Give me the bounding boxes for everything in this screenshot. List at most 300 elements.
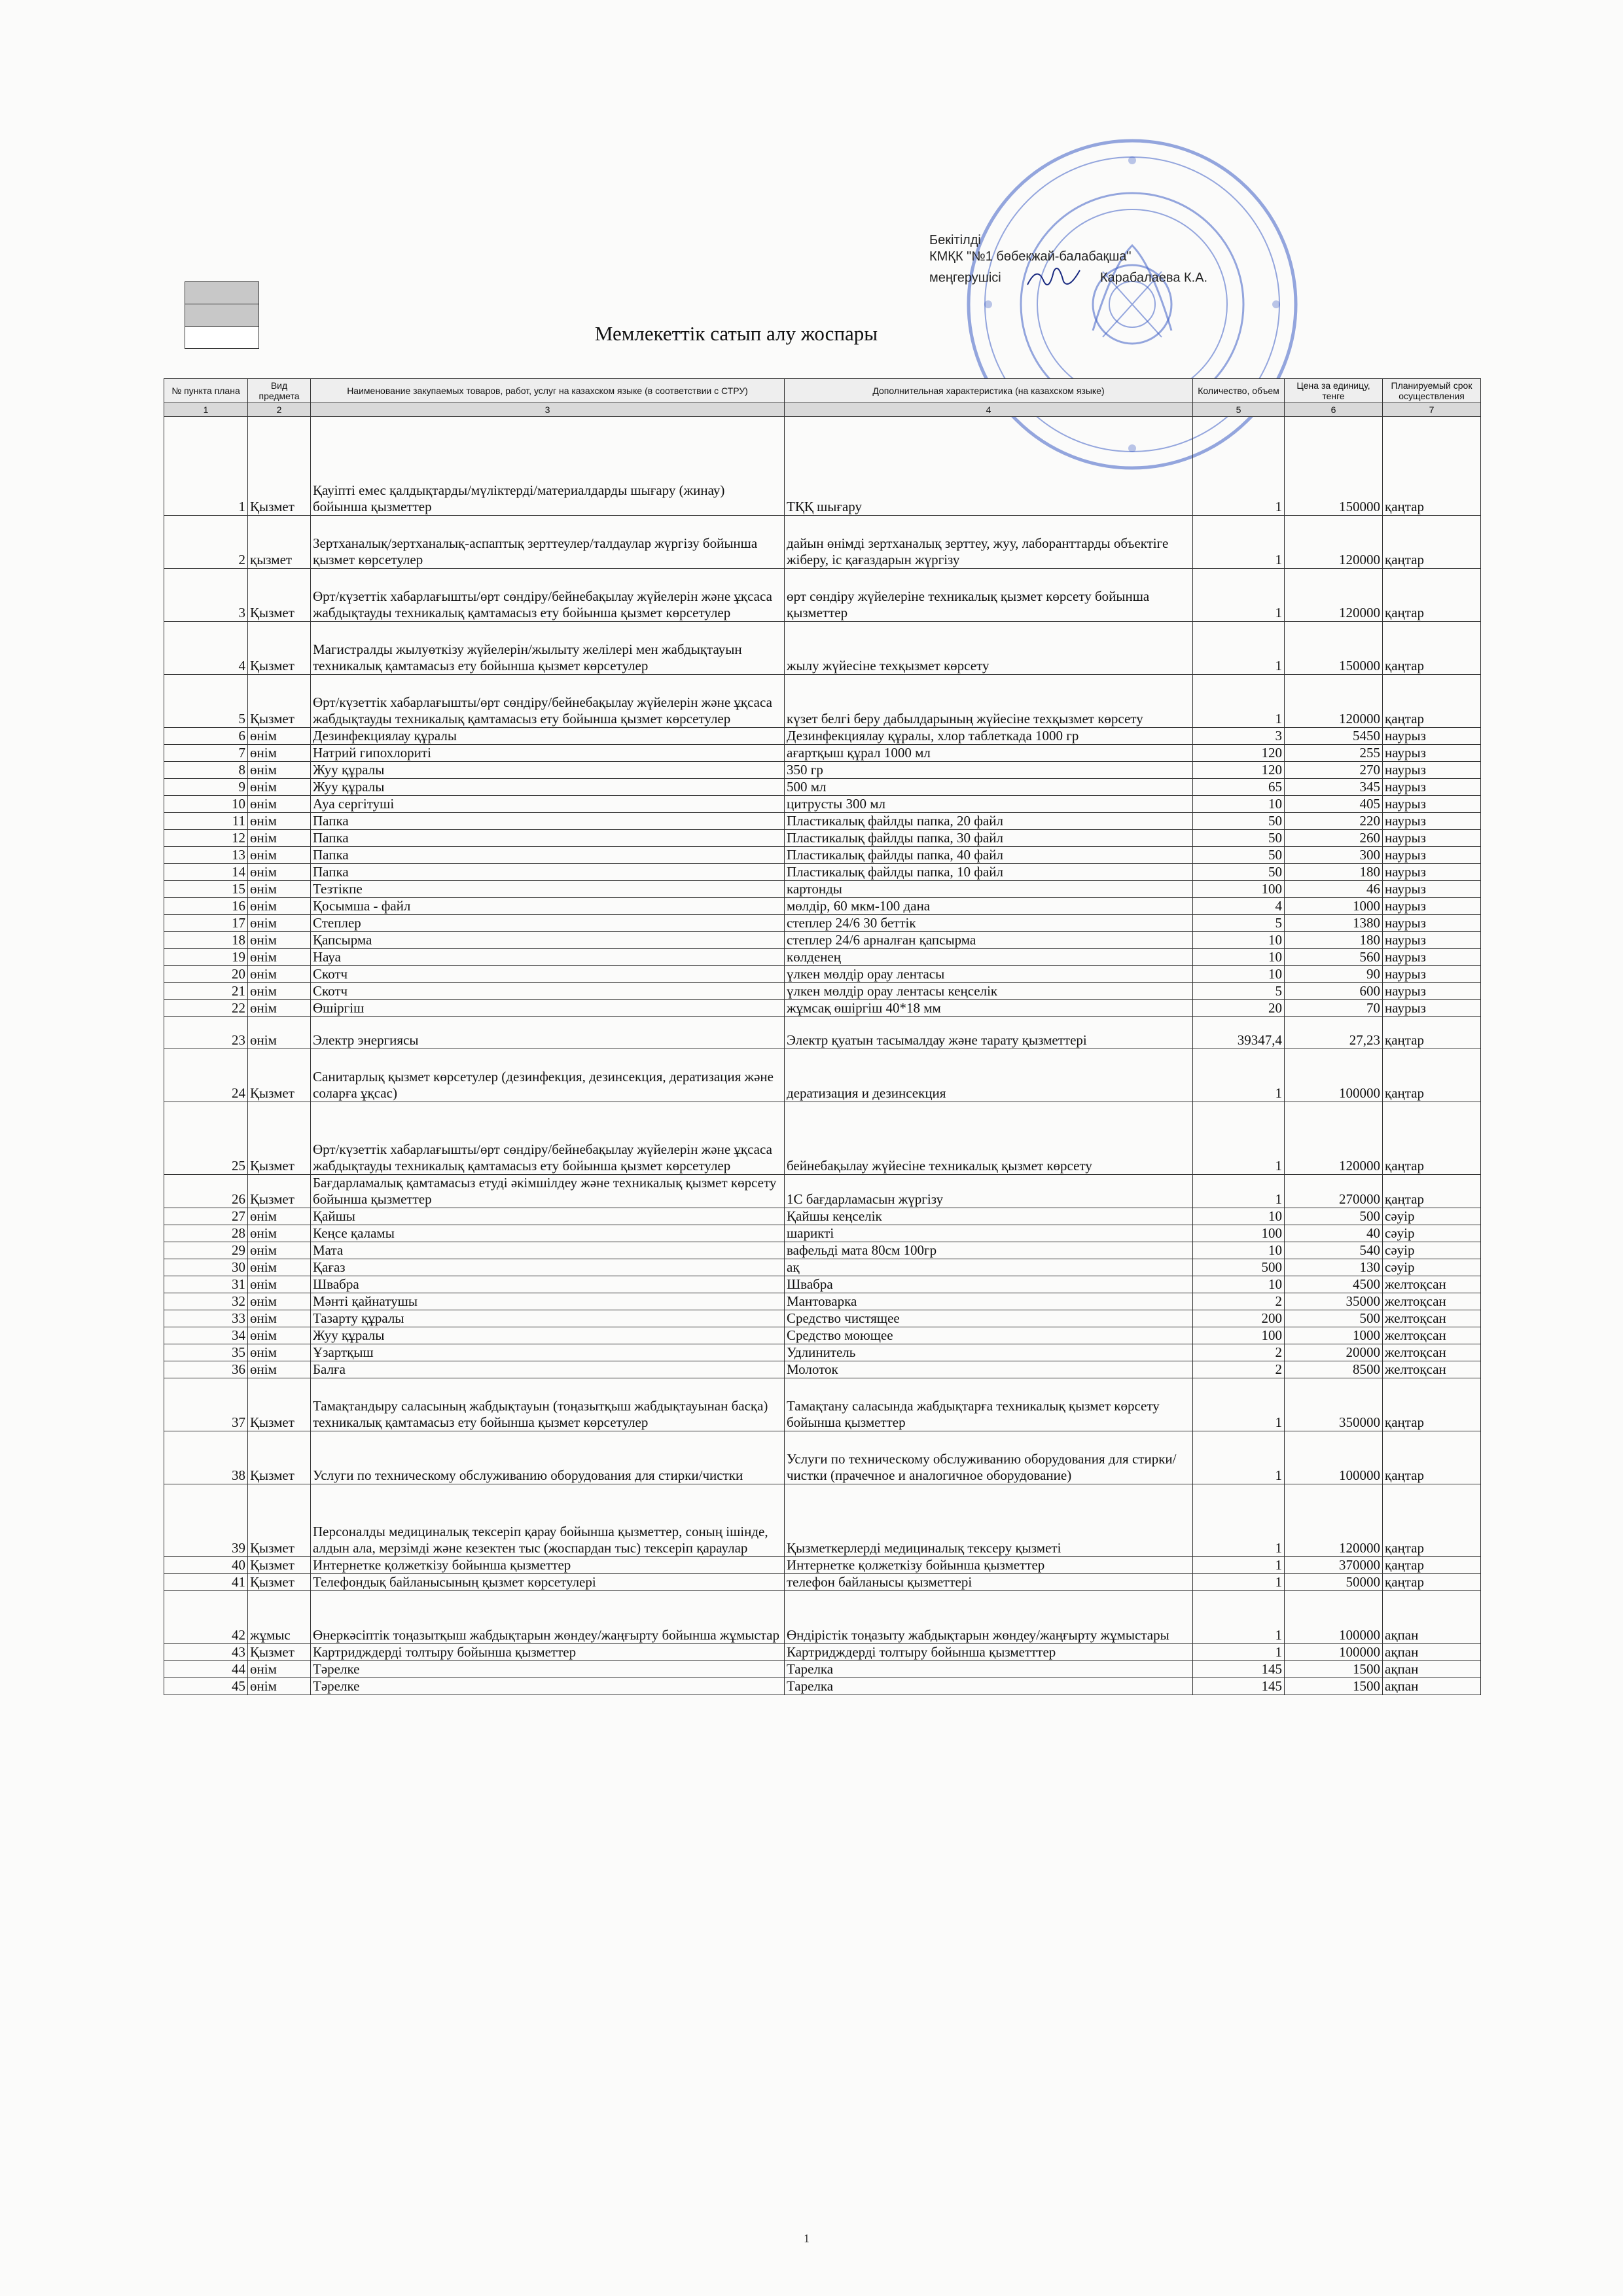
description-cell: телефон байланысы қызметтері bbox=[785, 1574, 1193, 1591]
price-cell: 90 bbox=[1285, 966, 1383, 983]
term-cell: қаңтар bbox=[1383, 417, 1481, 516]
description-cell: Средство чистящее bbox=[785, 1310, 1193, 1327]
quantity-cell: 10 bbox=[1193, 1276, 1285, 1293]
price-cell: 46 bbox=[1285, 881, 1383, 898]
term-cell: желтоқсан bbox=[1383, 1293, 1481, 1310]
table-row bbox=[164, 1678, 1481, 1695]
price-cell: 100000 bbox=[1285, 1049, 1383, 1102]
plan-number-cell: 23 bbox=[164, 1017, 248, 1049]
term-cell: ақпан bbox=[1383, 1591, 1481, 1644]
type-cell: өнім bbox=[248, 779, 311, 796]
name-cell: Өшіргіш bbox=[311, 1000, 785, 1017]
table-row bbox=[164, 762, 1481, 779]
description-cell: вафельді мата 80см 100гр bbox=[785, 1242, 1193, 1259]
description-cell: Интернетке қолжеткізу бойынша қызметтер bbox=[785, 1557, 1193, 1574]
col-header-name: Наименование закупаемых товаров, работ, услуг на казахском языке (в соответствии с СТРУ) bbox=[311, 379, 785, 403]
type-cell: қызмет bbox=[248, 516, 311, 569]
price-cell: 220 bbox=[1285, 813, 1383, 830]
term-cell: наурыз bbox=[1383, 847, 1481, 864]
name-cell: Тәрелке bbox=[311, 1678, 785, 1695]
table-row bbox=[164, 796, 1481, 813]
type-cell: өнім bbox=[248, 915, 311, 932]
name-cell: Тезтікпе bbox=[311, 881, 785, 898]
type-cell: Қызмет bbox=[248, 1102, 311, 1175]
price-cell: 1500 bbox=[1285, 1678, 1383, 1695]
plan-number-cell: 39 bbox=[164, 1484, 248, 1557]
quantity-cell: 200 bbox=[1193, 1310, 1285, 1327]
quantity-cell: 120 bbox=[1193, 762, 1285, 779]
price-cell: 540 bbox=[1285, 1242, 1383, 1259]
description-cell: жылу жүйесіне техқызмет көрсету bbox=[785, 622, 1193, 675]
description-cell: Қайшы кеңселік bbox=[785, 1208, 1193, 1225]
table-row bbox=[164, 1259, 1481, 1276]
description-cell: 500 мл bbox=[785, 779, 1193, 796]
type-cell: өнім bbox=[248, 898, 311, 915]
table-row bbox=[164, 966, 1481, 983]
price-cell: 180 bbox=[1285, 864, 1383, 881]
term-cell: қаңтар bbox=[1383, 1484, 1481, 1557]
approval-signatory bbox=[929, 265, 1270, 291]
name-cell: Телефондық байланысының қызмет көрсетулері bbox=[311, 1574, 785, 1591]
type-cell: өнім bbox=[248, 830, 311, 847]
description-cell: күзет белгі беру дабылдарының жүйесіне техқызмет көрсету bbox=[785, 675, 1193, 728]
type-cell: өнім bbox=[248, 1678, 311, 1695]
description-cell: Электр қуатын тасымалдау және тарату қызметтері bbox=[785, 1017, 1193, 1049]
type-cell: өнім bbox=[248, 881, 311, 898]
type-cell: Қызмет bbox=[248, 622, 311, 675]
quantity-cell: 1 bbox=[1193, 1644, 1285, 1661]
quantity-cell: 2 bbox=[1193, 1293, 1285, 1310]
type-cell: өнім bbox=[248, 1259, 311, 1276]
type-cell: өнім bbox=[248, 1661, 311, 1678]
name-cell: Папка bbox=[311, 813, 785, 830]
name-cell: Ұзартқыш bbox=[311, 1344, 785, 1361]
price-cell: 150000 bbox=[1285, 622, 1383, 675]
price-cell: 350000 bbox=[1285, 1378, 1383, 1431]
name-cell: Қайшы bbox=[311, 1208, 785, 1225]
plan-number-cell: 8 bbox=[164, 762, 248, 779]
table-row bbox=[164, 932, 1481, 949]
plan-number-cell: 32 bbox=[164, 1293, 248, 1310]
quantity-cell: 10 bbox=[1193, 1208, 1285, 1225]
type-cell: өнім bbox=[248, 1242, 311, 1259]
type-cell: өнім bbox=[248, 762, 311, 779]
price-cell: 20000 bbox=[1285, 1344, 1383, 1361]
table-row bbox=[164, 898, 1481, 915]
plan-number-cell: 26 bbox=[164, 1175, 248, 1208]
plan-number-cell: 24 bbox=[164, 1049, 248, 1102]
price-cell: 120000 bbox=[1285, 1484, 1383, 1557]
table-row bbox=[164, 1484, 1481, 1557]
table-row bbox=[164, 830, 1481, 847]
type-cell: өнім bbox=[248, 1327, 311, 1344]
price-cell: 100000 bbox=[1285, 1644, 1383, 1661]
quantity-cell: 100 bbox=[1193, 1225, 1285, 1242]
table-row bbox=[164, 779, 1481, 796]
table-row bbox=[164, 1661, 1481, 1678]
table-row bbox=[164, 1102, 1481, 1175]
quantity-cell: 145 bbox=[1193, 1678, 1285, 1695]
plan-number-cell: 31 bbox=[164, 1276, 248, 1293]
name-cell: Мәнті қайнатушы bbox=[311, 1293, 785, 1310]
name-cell: Өрт/күзеттік хабарлағышты/өрт сөндіру/бейнебақылау жүйелерін және ұқсаса жабдықтауды техникалық қамтамасыз ету бойынша қызмет көрсетулер bbox=[311, 569, 785, 622]
name-cell: Швабра bbox=[311, 1276, 785, 1293]
quantity-cell: 10 bbox=[1193, 932, 1285, 949]
description-cell: степлер 24/6 30 беттік bbox=[785, 915, 1193, 932]
price-cell: 1500 bbox=[1285, 1661, 1383, 1678]
description-cell: өрт сөндіру жүйелеріне техникалық қызмет көрсету бойынша қызметтер bbox=[785, 569, 1193, 622]
name-cell: Дезинфекциялау құралы bbox=[311, 728, 785, 745]
plan-number-cell: 37 bbox=[164, 1378, 248, 1431]
description-cell: Тарелка bbox=[785, 1661, 1193, 1678]
plan-number-cell: 3 bbox=[164, 569, 248, 622]
quantity-cell: 50 bbox=[1193, 864, 1285, 881]
plan-number-cell: 42 bbox=[164, 1591, 248, 1644]
table-row bbox=[164, 1644, 1481, 1661]
description-cell: Дезинфекциялау құралы, хлор таблеткада 1000 гр bbox=[785, 728, 1193, 745]
table-row bbox=[164, 847, 1481, 864]
name-cell: Өрт/күзеттік хабарлағышты/өрт сөндіру/бейнебақылау жүйелерін және ұқсаса жабдықтауды техникалық қамтамасыз ету бойынша қызмет көрсетулер bbox=[311, 675, 785, 728]
description-cell: Пластикалық файлды папка, 40 файл bbox=[785, 847, 1193, 864]
price-cell: 500 bbox=[1285, 1310, 1383, 1327]
description-cell: Пластикалық файлды папка, 20 файл bbox=[785, 813, 1193, 830]
name-cell: Электр энергиясы bbox=[311, 1017, 785, 1049]
term-cell: қаңтар bbox=[1383, 1175, 1481, 1208]
term-cell: қаңтар bbox=[1383, 1431, 1481, 1484]
col-header-quantity: Количество, объем bbox=[1193, 379, 1285, 403]
type-cell: өнім bbox=[248, 1208, 311, 1225]
plan-number-cell: 21 bbox=[164, 983, 248, 1000]
plan-number-cell: 5 bbox=[164, 675, 248, 728]
plan-number-cell: 38 bbox=[164, 1431, 248, 1484]
plan-number-cell: 2 bbox=[164, 516, 248, 569]
term-cell: ақпан bbox=[1383, 1661, 1481, 1678]
table-row bbox=[164, 983, 1481, 1000]
name-cell: Балға bbox=[311, 1361, 785, 1378]
description-cell: Удлинитель bbox=[785, 1344, 1193, 1361]
type-cell: Қызмет bbox=[248, 675, 311, 728]
quantity-cell: 1 bbox=[1193, 1175, 1285, 1208]
column-number: 4 bbox=[785, 403, 1193, 417]
name-cell: Қауіпті емес қалдықтарды/мүліктерді/материалдарды шығару (жинау) бойынша қызметтер bbox=[311, 417, 785, 516]
signature-icon bbox=[1024, 265, 1083, 291]
term-cell: ақпан bbox=[1383, 1678, 1481, 1695]
table-row bbox=[164, 1310, 1481, 1327]
name-cell: Магистралды жылуөткізу жүйелерін/жылыту желілері мен жабдықтауын техникалық қамтамасыз ету бойынша қызмет көрсетулер bbox=[311, 622, 785, 675]
name-cell: Папка bbox=[311, 864, 785, 881]
type-cell: өнім bbox=[248, 864, 311, 881]
description-cell: шарикті bbox=[785, 1225, 1193, 1242]
term-cell: желтоқсан bbox=[1383, 1361, 1481, 1378]
quantity-cell: 50 bbox=[1193, 847, 1285, 864]
type-cell: Қызмет bbox=[248, 417, 311, 516]
description-cell: 1С бағдарламасын жүргізу bbox=[785, 1175, 1193, 1208]
plan-number-cell: 29 bbox=[164, 1242, 248, 1259]
term-cell: наурыз bbox=[1383, 898, 1481, 915]
plan-number-cell: 35 bbox=[164, 1344, 248, 1361]
term-cell: наурыз bbox=[1383, 966, 1481, 983]
plan-number-cell: 33 bbox=[164, 1310, 248, 1327]
quantity-cell: 1 bbox=[1193, 1557, 1285, 1574]
procurement-plan-table bbox=[164, 378, 1481, 1695]
term-cell: наурыз bbox=[1383, 1000, 1481, 1017]
term-cell: қаңтар bbox=[1383, 1378, 1481, 1431]
column-number-row bbox=[164, 403, 1481, 417]
term-cell: наурыз bbox=[1383, 983, 1481, 1000]
term-cell: наурыз bbox=[1383, 762, 1481, 779]
type-cell: Қызмет bbox=[248, 1484, 311, 1557]
column-number: 7 bbox=[1383, 403, 1481, 417]
name-cell: Скотч bbox=[311, 966, 785, 983]
plan-number-cell: 28 bbox=[164, 1225, 248, 1242]
price-cell: 27,23 bbox=[1285, 1017, 1383, 1049]
table-row bbox=[164, 915, 1481, 932]
name-cell: Персоналды медициналық тексеріп қарау бойынша қызметтер, соның ішінде, алдын ала, мерзімді және кезектен тыс (жоспардан тыс) тексеріп қараулар bbox=[311, 1484, 785, 1557]
price-cell: 1000 bbox=[1285, 1327, 1383, 1344]
price-cell: 260 bbox=[1285, 830, 1383, 847]
plan-number-cell: 4 bbox=[164, 622, 248, 675]
table-row bbox=[164, 949, 1481, 966]
column-number: 2 bbox=[248, 403, 311, 417]
table-row bbox=[164, 728, 1481, 745]
name-cell: Науа bbox=[311, 949, 785, 966]
name-cell: Жуу құралы bbox=[311, 1327, 785, 1344]
quantity-cell: 20 bbox=[1193, 1000, 1285, 1017]
table-row bbox=[164, 622, 1481, 675]
plan-number-cell: 15 bbox=[164, 881, 248, 898]
name-cell: Мата bbox=[311, 1242, 785, 1259]
price-cell: 120000 bbox=[1285, 1102, 1383, 1175]
name-cell: Степлер bbox=[311, 915, 785, 932]
type-cell: өнім bbox=[248, 745, 311, 762]
price-cell: 35000 bbox=[1285, 1293, 1383, 1310]
col-header-plan-number: № пункта плана bbox=[164, 379, 248, 403]
type-cell: өнім bbox=[248, 796, 311, 813]
price-cell: 100000 bbox=[1285, 1431, 1383, 1484]
price-cell: 255 bbox=[1285, 745, 1383, 762]
term-cell: наурыз bbox=[1383, 745, 1481, 762]
type-cell: өнім bbox=[248, 1293, 311, 1310]
name-cell: Папка bbox=[311, 847, 785, 864]
description-cell: Тарелка bbox=[785, 1678, 1193, 1695]
quantity-cell: 145 bbox=[1193, 1661, 1285, 1678]
table-row bbox=[164, 1049, 1481, 1102]
quantity-cell: 10 bbox=[1193, 1242, 1285, 1259]
plan-number-cell: 45 bbox=[164, 1678, 248, 1695]
table-row bbox=[164, 516, 1481, 569]
quantity-cell: 1 bbox=[1193, 516, 1285, 569]
term-cell: қаңтар bbox=[1383, 1049, 1481, 1102]
type-cell: Қызмет bbox=[248, 1175, 311, 1208]
term-cell: желтоқсан bbox=[1383, 1344, 1481, 1361]
table-row bbox=[164, 745, 1481, 762]
plan-number-cell: 13 bbox=[164, 847, 248, 864]
column-number: 6 bbox=[1285, 403, 1383, 417]
quantity-cell: 1 bbox=[1193, 1574, 1285, 1591]
description-cell: Мантоварка bbox=[785, 1293, 1193, 1310]
name-cell: Зертханалық/зертханалық-аспаптық зерттеулер/талдаулар жүргізу бойынша қызмет көрсетулер bbox=[311, 516, 785, 569]
description-cell: ағартқыш құрал 1000 мл bbox=[785, 745, 1193, 762]
approval-block bbox=[929, 232, 1270, 291]
col-header-type: Вид предмета bbox=[248, 379, 311, 403]
plan-number-cell: 30 bbox=[164, 1259, 248, 1276]
quantity-cell: 5 bbox=[1193, 983, 1285, 1000]
price-cell: 300 bbox=[1285, 847, 1383, 864]
corner-box-cell bbox=[185, 282, 259, 304]
quantity-cell: 1 bbox=[1193, 1378, 1285, 1431]
term-cell: сәуір bbox=[1383, 1225, 1481, 1242]
description-cell: Средство моющее bbox=[785, 1327, 1193, 1344]
quantity-cell: 1 bbox=[1193, 622, 1285, 675]
table-row bbox=[164, 1431, 1481, 1484]
price-cell: 100000 bbox=[1285, 1591, 1383, 1644]
description-cell: Тамақтану саласында жабдықтарға техникалық қызмет көрсету бойынша қызметтер bbox=[785, 1378, 1193, 1431]
description-cell: картонды bbox=[785, 881, 1193, 898]
quantity-cell: 4 bbox=[1193, 898, 1285, 915]
name-cell: Қосымша - файл bbox=[311, 898, 785, 915]
table-row bbox=[164, 1175, 1481, 1208]
description-cell: Өндірістік тоңазыту жабдықтарын жөндеу/жаңғырту жұмыстары bbox=[785, 1591, 1193, 1644]
name-cell: Интернетке қолжеткізу бойынша қызметтер bbox=[311, 1557, 785, 1574]
type-cell: өнім bbox=[248, 728, 311, 745]
plan-number-cell: 17 bbox=[164, 915, 248, 932]
quantity-cell: 10 bbox=[1193, 966, 1285, 983]
table-row bbox=[164, 813, 1481, 830]
term-cell: қаңтар bbox=[1383, 1102, 1481, 1175]
table-row bbox=[164, 1327, 1481, 1344]
description-cell: дератизация и дезинсекция bbox=[785, 1049, 1193, 1102]
table-row bbox=[164, 1000, 1481, 1017]
quantity-cell: 10 bbox=[1193, 949, 1285, 966]
term-cell: наурыз bbox=[1383, 881, 1481, 898]
term-cell: наурыз bbox=[1383, 830, 1481, 847]
price-cell: 600 bbox=[1285, 983, 1383, 1000]
type-cell: өнім bbox=[248, 983, 311, 1000]
description-cell: Услуги по техническому обслуживанию оборудования для стирки/чистки (прачечное и аналогичное оборудование) bbox=[785, 1431, 1193, 1484]
quantity-cell: 100 bbox=[1193, 1327, 1285, 1344]
type-cell: Қызмет bbox=[248, 569, 311, 622]
price-cell: 1000 bbox=[1285, 898, 1383, 915]
quantity-cell: 39347,4 bbox=[1193, 1017, 1285, 1049]
approval-position: меңгерушісі bbox=[929, 270, 1001, 285]
quantity-cell: 1 bbox=[1193, 675, 1285, 728]
plan-number-cell: 41 bbox=[164, 1574, 248, 1591]
plan-number-cell: 10 bbox=[164, 796, 248, 813]
table-row bbox=[164, 1225, 1481, 1242]
header-row bbox=[164, 379, 1481, 403]
price-cell: 150000 bbox=[1285, 417, 1383, 516]
price-cell: 345 bbox=[1285, 779, 1383, 796]
col-header-price: Цена за единицу, тенге bbox=[1285, 379, 1383, 403]
price-cell: 120000 bbox=[1285, 675, 1383, 728]
name-cell: Бағдарламалық қамтамасыз етуді әкімшілдеу және техникалық қызмет көрсету бойынша қызметтер bbox=[311, 1175, 785, 1208]
type-cell: өнім bbox=[248, 1310, 311, 1327]
description-cell: үлкен мөлдір орау лентасы bbox=[785, 966, 1193, 983]
term-cell: қаңтар bbox=[1383, 622, 1481, 675]
plan-number-cell: 22 bbox=[164, 1000, 248, 1017]
type-cell: Қызмет bbox=[248, 1049, 311, 1102]
quantity-cell: 1 bbox=[1193, 417, 1285, 516]
plan-number-cell: 9 bbox=[164, 779, 248, 796]
table-row bbox=[164, 1242, 1481, 1259]
quantity-cell: 10 bbox=[1193, 796, 1285, 813]
page-number: 1 bbox=[804, 2232, 810, 2245]
price-cell: 270000 bbox=[1285, 1175, 1383, 1208]
term-cell: наурыз bbox=[1383, 864, 1481, 881]
table-row bbox=[164, 1344, 1481, 1361]
price-cell: 4500 bbox=[1285, 1276, 1383, 1293]
quantity-cell: 100 bbox=[1193, 881, 1285, 898]
plan-number-cell: 6 bbox=[164, 728, 248, 745]
name-cell: Услуги по техническому обслуживанию оборудования для стирки/чистки bbox=[311, 1431, 785, 1484]
term-cell: ақпан bbox=[1383, 1644, 1481, 1661]
type-cell: өнім bbox=[248, 1225, 311, 1242]
description-cell: жұмсақ өшіргіш 40*18 мм bbox=[785, 1000, 1193, 1017]
term-cell: наурыз bbox=[1383, 728, 1481, 745]
term-cell: наурыз bbox=[1383, 915, 1481, 932]
type-cell: өнім bbox=[248, 949, 311, 966]
quantity-cell: 65 bbox=[1193, 779, 1285, 796]
term-cell: қаңтар bbox=[1383, 1574, 1481, 1591]
plan-number-cell: 20 bbox=[164, 966, 248, 983]
name-cell: Тәрелке bbox=[311, 1661, 785, 1678]
price-cell: 120000 bbox=[1285, 516, 1383, 569]
plan-number-cell: 18 bbox=[164, 932, 248, 949]
description-cell: ТҚҚ шығару bbox=[785, 417, 1193, 516]
name-cell: Санитарлық қызмет көрсетулер (дезинфекция, дезинсекция, дератизация және соларға ұқсас) bbox=[311, 1049, 785, 1102]
name-cell: Жуу құралы bbox=[311, 779, 785, 796]
price-cell: 370000 bbox=[1285, 1557, 1383, 1574]
type-cell: өнім bbox=[248, 1361, 311, 1378]
table-row bbox=[164, 864, 1481, 881]
plan-number-cell: 12 bbox=[164, 830, 248, 847]
name-cell: Өнеркәсіптік тоңазытқыш жабдықтарын жөндеу/жаңғырту бойынша жұмыстар bbox=[311, 1591, 785, 1644]
name-cell: Тамақтандыру саласының жабдықтауын (тоңазытқыш жабдықтауынан басқа) техникалық қамтамасыз ету бойынша қызмет көрсетулер bbox=[311, 1378, 785, 1431]
column-number: 3 bbox=[311, 403, 785, 417]
column-number: 1 bbox=[164, 403, 248, 417]
term-cell: сәуір bbox=[1383, 1208, 1481, 1225]
term-cell: қаңтар bbox=[1383, 569, 1481, 622]
term-cell: сәуір bbox=[1383, 1259, 1481, 1276]
name-cell: Өрт/күзеттік хабарлағышты/өрт сөндіру/бейнебақылау жүйелерін және ұқсаса жабдықтауды техникалық қамтамасыз ету бойынша қызмет көрсетулер bbox=[311, 1102, 785, 1175]
price-cell: 70 bbox=[1285, 1000, 1383, 1017]
description-cell: Қызметкерлерді медициналық тексеру қызметі bbox=[785, 1484, 1193, 1557]
name-cell: Жуу құралы bbox=[311, 762, 785, 779]
price-cell: 270 bbox=[1285, 762, 1383, 779]
plan-number-cell: 43 bbox=[164, 1644, 248, 1661]
name-cell: Натрий гипохлориті bbox=[311, 745, 785, 762]
type-cell: өнім bbox=[248, 1276, 311, 1293]
plan-number-cell: 1 bbox=[164, 417, 248, 516]
plan-number-cell: 14 bbox=[164, 864, 248, 881]
table-row bbox=[164, 1208, 1481, 1225]
type-cell: өнім bbox=[248, 1017, 311, 1049]
plan-number-cell: 34 bbox=[164, 1327, 248, 1344]
description-cell: ақ bbox=[785, 1259, 1193, 1276]
plan-number-cell: 27 bbox=[164, 1208, 248, 1225]
price-cell: 8500 bbox=[1285, 1361, 1383, 1378]
plan-number-cell: 44 bbox=[164, 1661, 248, 1678]
plan-number-cell: 16 bbox=[164, 898, 248, 915]
table-row bbox=[164, 569, 1481, 622]
quantity-cell: 1 bbox=[1193, 569, 1285, 622]
description-cell: Швабра bbox=[785, 1276, 1193, 1293]
quantity-cell: 3 bbox=[1193, 728, 1285, 745]
description-cell: Пластикалық файлды папка, 30 файл bbox=[785, 830, 1193, 847]
price-cell: 120000 bbox=[1285, 569, 1383, 622]
name-cell: Кеңсе қаламы bbox=[311, 1225, 785, 1242]
type-cell: Қызмет bbox=[248, 1431, 311, 1484]
